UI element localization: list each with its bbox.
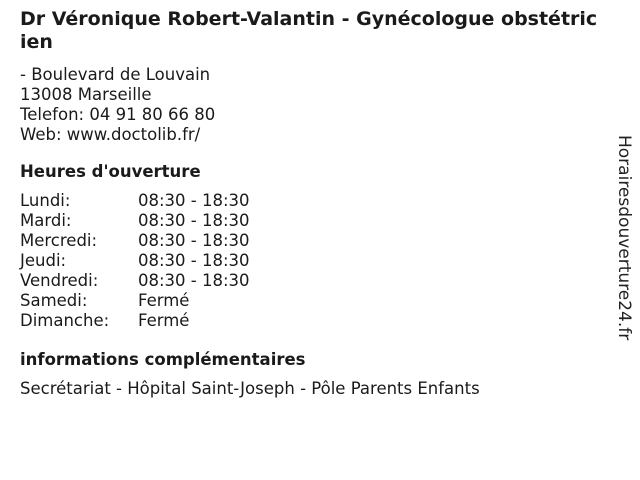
additional-info-heading: informations complémentaires (20, 350, 306, 369)
hours-row (20, 231, 600, 251)
hours-day: Mardi: (20, 211, 72, 230)
hours-value: 08:30 - 18:30 (138, 211, 250, 230)
hours-row (20, 251, 600, 271)
hours-day: Jeudi: (20, 251, 67, 270)
opening-hours-heading: Heures d'ouverture (20, 162, 201, 181)
website-link[interactable]: Web: www.doctolib.fr/ (20, 125, 201, 144)
hours-day: Lundi: (20, 191, 71, 210)
address-block (20, 65, 600, 145)
hours-row (20, 191, 600, 211)
hours-day: Dimanche: (20, 311, 110, 330)
hours-day: Mercredi: (20, 231, 98, 250)
hours-value: 08:30 - 18:30 (138, 191, 250, 210)
hours-value: 08:30 - 18:30 (138, 231, 250, 250)
site-watermark-text: Horairesdouverture24.fr (614, 135, 634, 341)
hours-row (20, 291, 600, 311)
hours-row (20, 271, 600, 291)
hours-day: Samedi: (20, 291, 88, 310)
hours-value: 08:30 - 18:30 (138, 271, 250, 290)
phone-number: Telefon: 04 91 80 66 80 (20, 105, 216, 124)
additional-info-text: Secrétariat - Hôpital Saint-Joseph - Pôle Parents Enfants (20, 379, 480, 398)
page-title: Dr Véronique Robert-Valantin - Gynécologue obstétricien (20, 8, 598, 53)
site-watermark (612, 135, 636, 371)
hours-value: Fermé (138, 311, 190, 330)
hours-value: Fermé (138, 291, 190, 310)
hours-row (20, 311, 600, 331)
street-address: - Boulevard de Louvain (20, 65, 211, 84)
opening-hours-table (20, 191, 600, 331)
hours-row (20, 211, 600, 231)
city-address: 13008 Marseille (20, 85, 152, 104)
hours-value: 08:30 - 18:30 (138, 251, 250, 270)
business-card (20, 8, 600, 399)
hours-day: Vendredi: (20, 271, 99, 290)
